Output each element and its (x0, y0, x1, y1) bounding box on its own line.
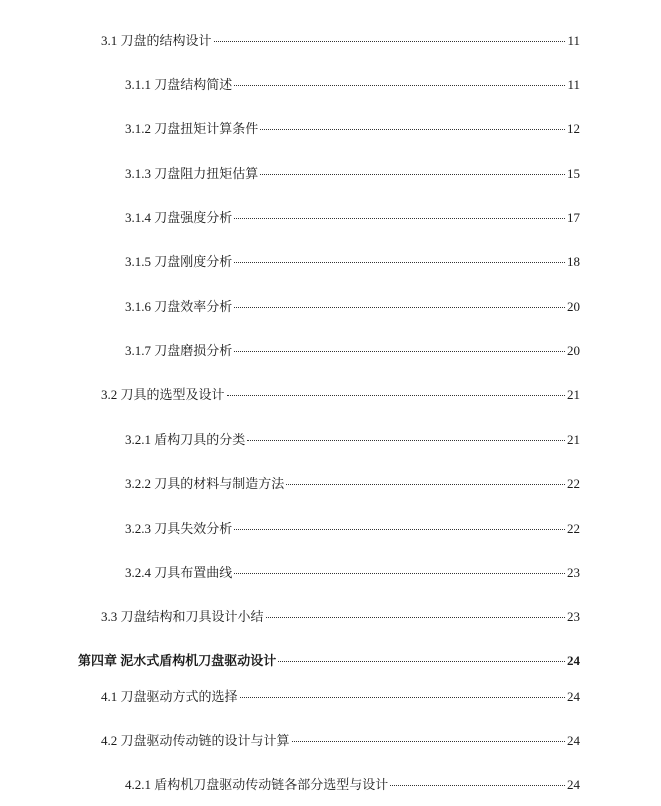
toc-entry-4-2[interactable] (101, 733, 580, 749)
toc-entry-label: 3.3 刀盘结构和刀具设计小结 (101, 609, 264, 624)
toc-entry-3-1-2[interactable] (125, 121, 580, 137)
toc-entry-page: 20 (567, 299, 580, 314)
dot-leader (234, 85, 565, 86)
toc-entry-4-1[interactable] (101, 689, 580, 705)
dot-leader (292, 741, 565, 742)
toc-entry-page: 20 (567, 343, 580, 358)
toc-entry-page: 21 (567, 387, 580, 402)
toc-entry-label: 3.2.2 刀具的材料与制造方法 (125, 476, 285, 491)
toc-entry-3-1-4[interactable] (125, 210, 580, 226)
toc-entry-3-2-3[interactable] (125, 521, 580, 537)
toc-entry-3-1-7[interactable] (125, 343, 580, 359)
dot-leader (234, 573, 565, 574)
toc-entry-label: 3.1.4 刀盘强度分析 (125, 210, 233, 225)
toc-entry-3-2-4[interactable] (125, 565, 580, 581)
toc-entry-label: 3.1.3 刀盘阻力扭矩估算 (125, 166, 259, 181)
dot-leader (247, 440, 565, 441)
toc-entry-page: 11 (567, 33, 580, 48)
toc-entry-page: 24 (567, 653, 580, 668)
toc-entry-label: 3.1.1 刀盘结构简述 (125, 77, 233, 92)
dot-leader (234, 218, 565, 219)
toc-entry-3-1-5[interactable] (125, 254, 580, 270)
toc-entry-page: 24 (567, 733, 580, 748)
toc-entry-label: 第四章 泥水式盾构机刀盘驱动设计 (78, 653, 277, 668)
toc-entry-3-2-1[interactable] (125, 432, 580, 448)
toc-entry-3-1-6[interactable] (125, 299, 580, 315)
toc-entry-label: 4.2.1 盾构机刀盘驱动传动链各部分选型与设计 (125, 777, 389, 792)
toc-entry-page: 21 (567, 432, 580, 447)
toc-entry-chapter-4[interactable] (78, 653, 580, 669)
toc-entry-page: 12 (567, 121, 580, 136)
dot-leader (234, 262, 565, 263)
toc-entry-4-2-1[interactable] (125, 777, 580, 793)
toc-entry-3-3[interactable] (101, 609, 580, 625)
dot-leader (266, 617, 565, 618)
toc-entry-label: 3.2.4 刀具布置曲线 (125, 565, 233, 580)
toc-entry-label: 3.1.2 刀盘扭矩计算条件 (125, 121, 259, 136)
toc-entry-label: 3.2.3 刀具失效分析 (125, 521, 233, 536)
toc-entry-3-1-3[interactable] (125, 166, 580, 182)
toc-entry-page: 24 (567, 777, 580, 792)
dot-leader (234, 529, 565, 530)
toc-entry-label: 3.1.5 刀盘刚度分析 (125, 254, 233, 269)
toc-entry-page: 23 (567, 565, 580, 580)
toc-entry-label: 4.1 刀盘驱动方式的选择 (101, 689, 238, 704)
dot-leader (227, 395, 565, 396)
toc-entry-label: 4.2 刀盘驱动传动链的设计与计算 (101, 733, 290, 748)
dot-leader (234, 351, 565, 352)
dot-leader (260, 174, 565, 175)
toc-entry-3-1[interactable] (101, 33, 580, 49)
dot-leader (214, 41, 566, 42)
toc-entry-page: 24 (567, 689, 580, 704)
toc-entry-label: 3.1.6 刀盘效率分析 (125, 299, 233, 314)
toc-entry-3-2[interactable] (101, 387, 580, 403)
toc-entry-label: 3.2.1 盾构刀具的分类 (125, 432, 246, 447)
toc-entry-3-1-1[interactable] (125, 77, 580, 93)
dot-leader (278, 661, 565, 662)
toc-entry-page: 17 (567, 210, 580, 225)
toc-entry-label: 3.2 刀具的选型及设计 (101, 387, 225, 402)
toc-entry-label: 3.1.7 刀盘磨损分析 (125, 343, 233, 358)
toc-entry-page: 22 (567, 476, 580, 491)
toc-entry-label: 3.1 刀盘的结构设计 (101, 33, 212, 48)
toc-entry-3-2-2[interactable] (125, 476, 580, 492)
toc-entry-page: 23 (567, 609, 580, 624)
dot-leader (234, 307, 565, 308)
toc-entry-page: 18 (567, 254, 580, 269)
dot-leader (286, 484, 565, 485)
toc-entry-page: 22 (567, 521, 580, 536)
dot-leader (240, 697, 565, 698)
dot-leader (390, 785, 565, 786)
dot-leader (260, 129, 565, 130)
toc-entry-page: 15 (567, 166, 580, 181)
toc-entry-page: 11 (567, 77, 580, 92)
